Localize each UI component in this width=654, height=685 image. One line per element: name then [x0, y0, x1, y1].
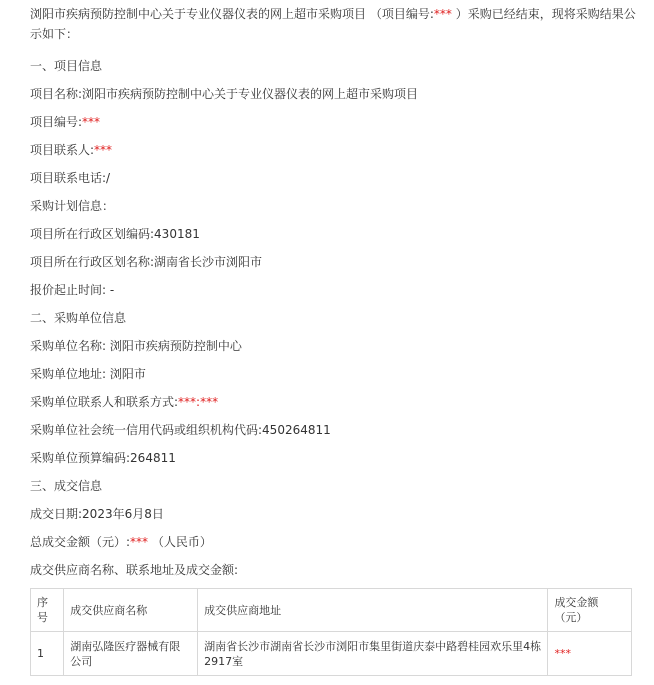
project-name: 项目名称:浏阳市疾病预防控制中心关于专业仪器仪表的网上超市采购项目	[30, 87, 419, 101]
section-heading-project: 一、项目信息	[30, 59, 103, 73]
project-number	[30, 108, 642, 136]
total-amount-label: 总成交金额（元）:	[30, 535, 131, 549]
supplier-intro: 成交供应商名称、联系地址及成交金额:	[30, 563, 239, 577]
header-supplier-name: 成交供应商名称	[64, 589, 198, 632]
masked-separator: :	[196, 395, 201, 409]
masked-value: ***	[200, 395, 219, 409]
masked-value: ***	[130, 535, 149, 549]
header-supplier-address: 成交供应商地址	[198, 589, 548, 632]
project-contact	[30, 136, 642, 164]
project-number-label: 项目编号:	[30, 115, 83, 129]
region-name: 项目所在行政区划名称:湖南省长沙市浏阳市	[30, 255, 263, 269]
purchaser-contact-label: 采购单位联系人和联系方式:	[30, 395, 179, 409]
project-phone: 项目联系电话:/	[30, 171, 111, 185]
intro-paragraph	[30, 4, 642, 44]
masked-value: ***	[94, 143, 113, 157]
project-contact-label: 项目联系人:	[30, 143, 95, 157]
intro-text-before: 浏阳市疾病预防控制中心关于专业仪器仪表的网上超市采购项目 （项目编号:	[30, 7, 434, 21]
procurement-plan-info: 采购计划信息：	[30, 199, 115, 213]
section-heading-purchaser: 二、采购单位信息	[30, 311, 127, 325]
masked-value: ***	[178, 395, 197, 409]
table-row	[31, 632, 632, 676]
header-amount: 成交金额（元）	[548, 589, 632, 632]
purchaser-budget-code: 采购单位预算编码:264811	[30, 451, 176, 465]
intro-text-after: ）采购已经结束，现将采购结果公示如下：	[30, 7, 636, 41]
purchaser-contact	[30, 388, 642, 416]
region-code: 项目所在行政区划编码:430181	[30, 227, 200, 241]
cell-supplier-name: 湖南弘隆医疗器械有限公司	[64, 632, 198, 676]
deal-date: 成交日期:2023年6月8日	[30, 507, 164, 521]
quote-period: 报价起止时间: -	[30, 283, 115, 297]
header-no: 序号	[31, 589, 64, 632]
masked-value: ***	[433, 7, 452, 21]
table-header-row	[31, 589, 632, 632]
purchaser-address: 采购单位地址: 浏阳市	[30, 367, 146, 381]
announcement-body	[30, 4, 642, 584]
masked-value: ***	[82, 115, 101, 129]
cell-supplier-address: 湖南省长沙市湖南省长沙市浏阳市集里街道庆泰中路碧桂园欢乐里4栋2917室	[198, 632, 548, 676]
total-amount-unit: （人民币）	[148, 535, 212, 549]
total-amount	[30, 528, 642, 556]
cell-amount: ***	[548, 632, 632, 676]
cell-no: 1	[31, 632, 64, 676]
purchaser-name: 采购单位名称: 浏阳市疾病预防控制中心	[30, 339, 242, 353]
section-heading-deal: 三、成交信息	[30, 479, 103, 493]
purchaser-credit-code: 采购单位社会统一信用代码或组织机构代码:450264811	[30, 423, 331, 437]
supplier-table	[30, 588, 632, 676]
